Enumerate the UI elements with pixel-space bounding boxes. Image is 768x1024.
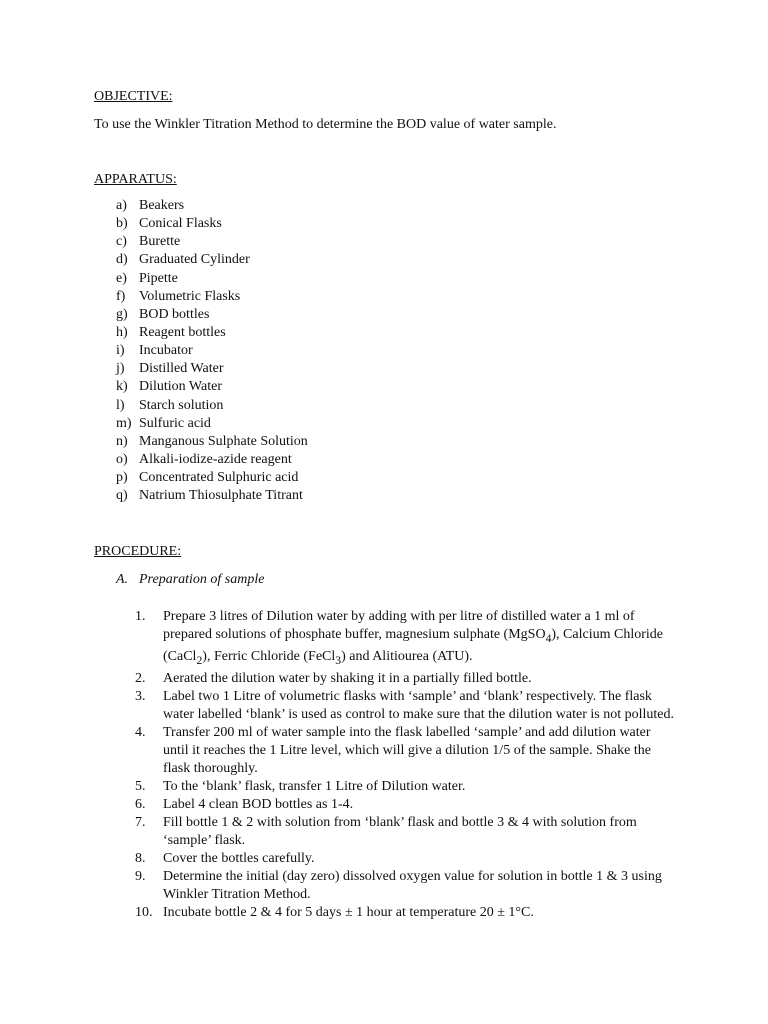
apparatus-item [116, 233, 308, 251]
procedure-step [135, 850, 675, 868]
apparatus-item-text: Alkali-iodize-azide reagent [139, 451, 292, 467]
apparatus-item [116, 342, 308, 360]
list-marker: k) [116, 379, 128, 395]
procedure-steps [135, 608, 675, 922]
step-number: 4. [135, 724, 146, 740]
apparatus-item [116, 487, 308, 505]
apparatus-item-text: Distilled Water [139, 361, 224, 377]
apparatus-item-text: Natrium Thiosulphate Titrant [139, 488, 303, 504]
list-marker: b) [116, 216, 128, 232]
apparatus-item-text: Burette [139, 234, 181, 250]
apparatus-item [116, 433, 308, 451]
step-text: Cover the bottles carefully. [163, 850, 315, 866]
apparatus-item-text: Dilution Water [139, 379, 222, 395]
apparatus-heading: APPARATUS: [94, 172, 177, 187]
section-title: Preparation of sample [139, 572, 265, 587]
list-marker: j) [116, 361, 125, 377]
step-number: 8. [135, 850, 146, 866]
procedure-step [135, 688, 675, 724]
apparatus-item [116, 324, 308, 342]
apparatus-item-text: Conical Flasks [139, 216, 222, 232]
apparatus-item [116, 251, 308, 269]
list-marker: m) [116, 415, 132, 431]
procedure-step [135, 814, 675, 850]
apparatus-item-text: Manganous Sulphate Solution [139, 433, 308, 449]
apparatus-item-text: Volumetric Flasks [139, 288, 241, 304]
step-text: Determine the initial (day zero) dissolved oxygen value for solution in bottle 1 & 3 using Winkler Titration Method. [163, 868, 662, 902]
apparatus-item [116, 360, 308, 378]
procedure-step [135, 904, 675, 922]
step-number: 9. [135, 868, 146, 884]
list-marker: g) [116, 306, 128, 322]
apparatus-item [116, 415, 308, 433]
list-marker: n) [116, 433, 128, 449]
section-marker: A. [116, 572, 129, 587]
list-marker: o) [116, 451, 128, 467]
apparatus-item-text: BOD bottles [139, 306, 210, 322]
apparatus-item-text: Concentrated Sulphuric acid [139, 470, 299, 486]
step-text: Label two 1 Litre of volumetric flasks with ‘sample’ and ‘blank’ respectively. The flask water labelled ‘blank’ is used as control to make sure that the dilution water is not polluted. [163, 688, 674, 722]
step-number: 7. [135, 814, 146, 830]
list-marker: e) [116, 270, 127, 286]
list-marker: l) [116, 397, 125, 413]
apparatus-item [116, 288, 308, 306]
procedure-step [135, 670, 675, 688]
step-text: Transfer 200 ml of water sample into the flask labelled ‘sample’ and add dilution water until it reaches the 1 Litre level, which will give a dilution 1/5 of the sample. Shake the flask thoroughly. [163, 724, 651, 776]
apparatus-item-text: Beakers [139, 198, 185, 213]
apparatus-item [116, 270, 308, 288]
apparatus-item-text: Starch solution [139, 397, 224, 413]
procedure-heading: PROCEDURE: [94, 544, 182, 559]
list-marker: f) [116, 288, 126, 304]
apparatus-item [116, 378, 308, 396]
step-text: To the ‘blank’ flask, transfer 1 Litre of Dilution water. [163, 778, 466, 794]
apparatus-item [116, 397, 308, 415]
list-marker: i) [116, 343, 125, 359]
apparatus-item-text: Incubator [139, 343, 193, 359]
procedure-step [135, 796, 675, 814]
apparatus-item-text: Pipette [139, 270, 178, 286]
apparatus-item [116, 469, 308, 487]
list-marker: a) [116, 198, 127, 213]
step-text: Label 4 clean BOD bottles as 1-4. [163, 796, 354, 812]
step-text: Aerated the dilution water by shaking it in a partially filled bottle. [163, 670, 532, 686]
step-number: 6. [135, 796, 146, 812]
list-marker: q) [116, 488, 128, 504]
step-text: Prepare 3 litres of Dilution water by adding with per litre of distilled water a 1 ml of prepared solutions of phosphate buffer, magnesium sulphate (MgSO$_4$), Calcium Chloride (CaCl$_2$), Ferric Chloride (FeCl$_3$) and Alitiourea (ATU). [163, 609, 663, 667]
objective-text: To use the Winkler Titration Method to determine the BOD value of water sample. [94, 117, 557, 132]
apparatus-list [116, 197, 308, 505]
step-number: 10. [135, 904, 153, 920]
procedure-step [135, 608, 675, 670]
step-text: Incubate bottle 2 & 4 for 5 days ± 1 hour at temperature 20 ± 1°C. [163, 904, 534, 920]
procedure-step [135, 868, 675, 904]
section-heading [116, 571, 264, 589]
objective-heading: OBJECTIVE: [94, 89, 173, 104]
apparatus-item [116, 306, 308, 324]
step-number: 1. [135, 609, 146, 624]
procedure-step [135, 724, 675, 778]
list-marker: d) [116, 252, 128, 268]
step-number: 3. [135, 688, 146, 704]
apparatus-item [116, 197, 308, 215]
step-number: 2. [135, 670, 146, 686]
list-marker: p) [116, 470, 128, 486]
apparatus-item [116, 451, 308, 469]
list-marker: c) [116, 234, 127, 250]
list-marker: h) [116, 324, 128, 340]
procedure-step [135, 778, 675, 796]
apparatus-item-text: Sulfuric acid [139, 415, 211, 431]
apparatus-item-text: Graduated Cylinder [139, 252, 250, 268]
step-text: Fill bottle 1 & 2 with solution from ‘blank’ flask and bottle 3 & 4 with solution from ‘sample’ flask. [163, 814, 637, 848]
apparatus-item-text: Reagent bottles [139, 324, 226, 340]
step-number: 5. [135, 778, 146, 794]
apparatus-item [116, 215, 308, 233]
